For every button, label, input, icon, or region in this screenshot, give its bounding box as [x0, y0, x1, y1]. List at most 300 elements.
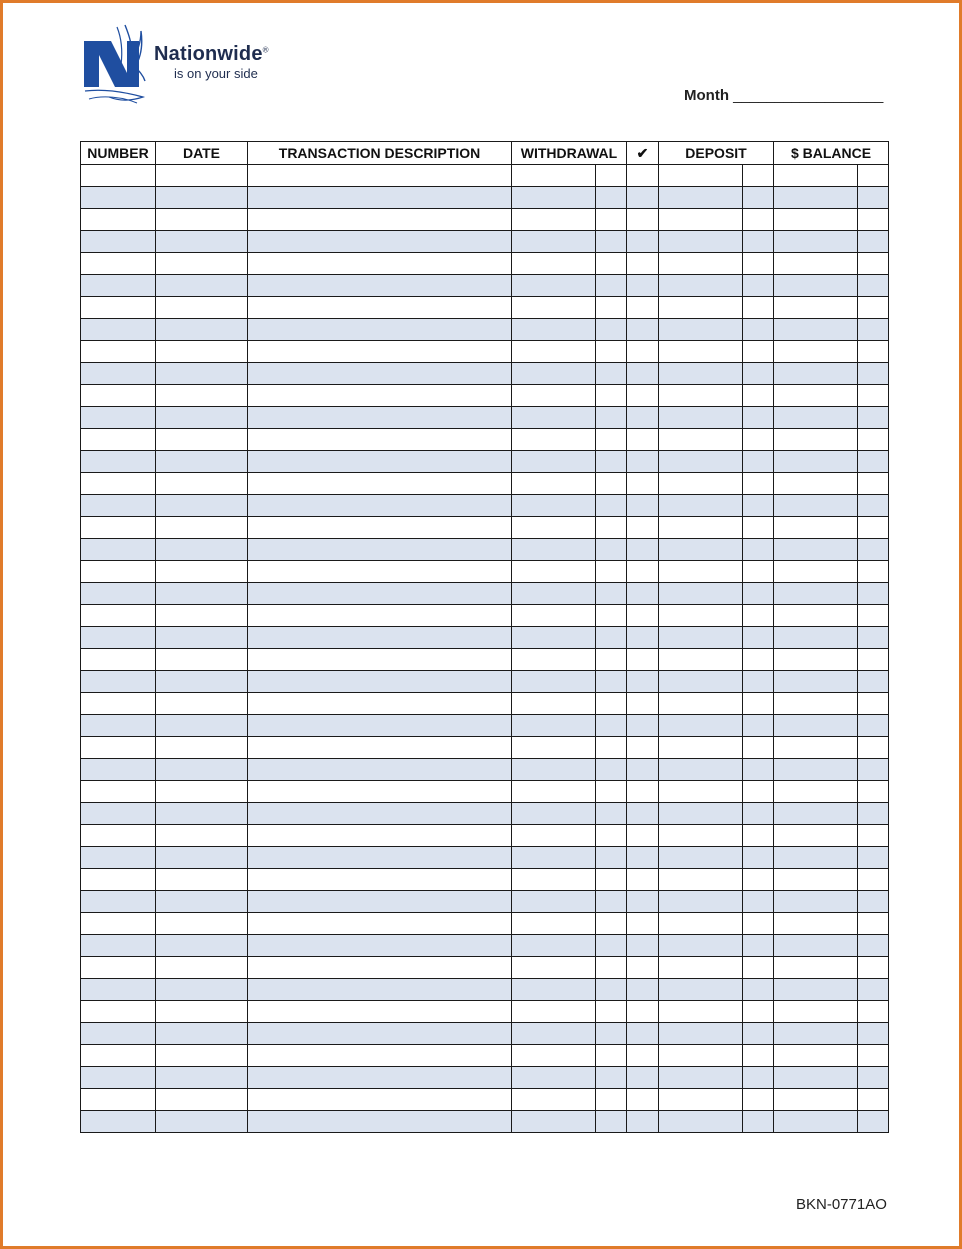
cell-check[interactable] [627, 671, 659, 693]
cell-date[interactable] [156, 605, 248, 627]
cell-deposit-dollars[interactable] [659, 253, 743, 275]
cell-description[interactable] [248, 825, 512, 847]
cell-check[interactable] [627, 913, 659, 935]
cell-description[interactable] [248, 627, 512, 649]
cell-balance-cents[interactable] [858, 583, 889, 605]
cell-withdrawal-cents[interactable] [596, 253, 627, 275]
cell-number[interactable] [81, 363, 156, 385]
cell-deposit-cents[interactable] [743, 253, 774, 275]
cell-balance-dollars[interactable] [774, 209, 858, 231]
cell-balance-dollars[interactable] [774, 407, 858, 429]
cell-balance-cents[interactable] [858, 363, 889, 385]
cell-deposit-dollars[interactable] [659, 627, 743, 649]
cell-date[interactable] [156, 583, 248, 605]
cell-deposit-cents[interactable] [743, 407, 774, 429]
cell-withdrawal-dollars[interactable] [512, 693, 596, 715]
cell-balance-cents[interactable] [858, 715, 889, 737]
cell-check[interactable] [627, 693, 659, 715]
cell-balance-cents[interactable] [858, 561, 889, 583]
cell-description[interactable] [248, 561, 512, 583]
cell-check[interactable] [627, 1023, 659, 1045]
cell-withdrawal-dollars[interactable] [512, 781, 596, 803]
cell-number[interactable] [81, 495, 156, 517]
cell-deposit-dollars[interactable] [659, 341, 743, 363]
cell-deposit-dollars[interactable] [659, 759, 743, 781]
cell-date[interactable] [156, 539, 248, 561]
cell-balance-dollars[interactable] [774, 385, 858, 407]
cell-check[interactable] [627, 539, 659, 561]
cell-deposit-dollars[interactable] [659, 473, 743, 495]
cell-deposit-dollars[interactable] [659, 1045, 743, 1067]
cell-balance-dollars[interactable] [774, 165, 858, 187]
cell-balance-cents[interactable] [858, 407, 889, 429]
cell-check[interactable] [627, 715, 659, 737]
cell-withdrawal-cents[interactable] [596, 979, 627, 1001]
cell-balance-dollars[interactable] [774, 495, 858, 517]
cell-balance-cents[interactable] [858, 473, 889, 495]
cell-description[interactable] [248, 451, 512, 473]
cell-check[interactable] [627, 803, 659, 825]
cell-description[interactable] [248, 297, 512, 319]
cell-number[interactable] [81, 1023, 156, 1045]
cell-date[interactable] [156, 473, 248, 495]
cell-withdrawal-cents[interactable] [596, 1089, 627, 1111]
cell-check[interactable] [627, 1045, 659, 1067]
cell-balance-dollars[interactable] [774, 891, 858, 913]
cell-deposit-cents[interactable] [743, 979, 774, 1001]
cell-description[interactable] [248, 1001, 512, 1023]
cell-balance-cents[interactable] [858, 319, 889, 341]
cell-balance-cents[interactable] [858, 539, 889, 561]
cell-deposit-dollars[interactable] [659, 385, 743, 407]
cell-withdrawal-dollars[interactable] [512, 319, 596, 341]
cell-balance-dollars[interactable] [774, 187, 858, 209]
cell-check[interactable] [627, 385, 659, 407]
cell-deposit-cents[interactable] [743, 1111, 774, 1133]
cell-withdrawal-dollars[interactable] [512, 231, 596, 253]
cell-deposit-dollars[interactable] [659, 847, 743, 869]
cell-check[interactable] [627, 209, 659, 231]
cell-withdrawal-cents[interactable] [596, 1111, 627, 1133]
cell-withdrawal-dollars[interactable] [512, 715, 596, 737]
cell-deposit-cents[interactable] [743, 1001, 774, 1023]
cell-number[interactable] [81, 561, 156, 583]
cell-withdrawal-dollars[interactable] [512, 627, 596, 649]
cell-balance-dollars[interactable] [774, 583, 858, 605]
cell-number[interactable] [81, 693, 156, 715]
cell-number[interactable] [81, 473, 156, 495]
cell-balance-dollars[interactable] [774, 715, 858, 737]
cell-withdrawal-cents[interactable] [596, 671, 627, 693]
cell-withdrawal-cents[interactable] [596, 231, 627, 253]
cell-deposit-cents[interactable] [743, 187, 774, 209]
cell-description[interactable] [248, 1023, 512, 1045]
cell-check[interactable] [627, 407, 659, 429]
cell-date[interactable] [156, 869, 248, 891]
cell-withdrawal-cents[interactable] [596, 363, 627, 385]
cell-deposit-cents[interactable] [743, 319, 774, 341]
cell-number[interactable] [81, 1045, 156, 1067]
cell-description[interactable] [248, 231, 512, 253]
cell-withdrawal-dollars[interactable] [512, 1089, 596, 1111]
cell-balance-dollars[interactable] [774, 1001, 858, 1023]
cell-date[interactable] [156, 1111, 248, 1133]
cell-date[interactable] [156, 693, 248, 715]
cell-date[interactable] [156, 649, 248, 671]
cell-date[interactable] [156, 1089, 248, 1111]
cell-number[interactable] [81, 187, 156, 209]
cell-description[interactable] [248, 913, 512, 935]
cell-number[interactable] [81, 253, 156, 275]
cell-balance-cents[interactable] [858, 891, 889, 913]
cell-description[interactable] [248, 605, 512, 627]
cell-withdrawal-cents[interactable] [596, 781, 627, 803]
cell-description[interactable] [248, 781, 512, 803]
cell-number[interactable] [81, 759, 156, 781]
cell-check[interactable] [627, 649, 659, 671]
cell-withdrawal-cents[interactable] [596, 737, 627, 759]
cell-number[interactable] [81, 605, 156, 627]
cell-check[interactable] [627, 187, 659, 209]
cell-balance-cents[interactable] [858, 649, 889, 671]
cell-withdrawal-cents[interactable] [596, 539, 627, 561]
cell-deposit-dollars[interactable] [659, 275, 743, 297]
cell-balance-dollars[interactable] [774, 231, 858, 253]
cell-check[interactable] [627, 341, 659, 363]
cell-withdrawal-dollars[interactable] [512, 297, 596, 319]
cell-check[interactable] [627, 627, 659, 649]
cell-deposit-cents[interactable] [743, 913, 774, 935]
cell-number[interactable] [81, 539, 156, 561]
cell-date[interactable] [156, 561, 248, 583]
cell-deposit-cents[interactable] [743, 737, 774, 759]
cell-check[interactable] [627, 825, 659, 847]
cell-deposit-cents[interactable] [743, 583, 774, 605]
cell-deposit-dollars[interactable] [659, 319, 743, 341]
cell-deposit-cents[interactable] [743, 1067, 774, 1089]
cell-date[interactable] [156, 429, 248, 451]
cell-check[interactable] [627, 429, 659, 451]
cell-balance-dollars[interactable] [774, 825, 858, 847]
cell-deposit-dollars[interactable] [659, 891, 743, 913]
cell-check[interactable] [627, 495, 659, 517]
cell-withdrawal-dollars[interactable] [512, 275, 596, 297]
cell-deposit-dollars[interactable] [659, 825, 743, 847]
cell-balance-dollars[interactable] [774, 297, 858, 319]
cell-balance-cents[interactable] [858, 209, 889, 231]
cell-withdrawal-cents[interactable] [596, 473, 627, 495]
cell-balance-cents[interactable] [858, 451, 889, 473]
cell-date[interactable] [156, 231, 248, 253]
cell-number[interactable] [81, 803, 156, 825]
cell-check[interactable] [627, 957, 659, 979]
cell-check[interactable] [627, 847, 659, 869]
cell-balance-cents[interactable] [858, 341, 889, 363]
cell-deposit-dollars[interactable] [659, 737, 743, 759]
cell-withdrawal-dollars[interactable] [512, 385, 596, 407]
cell-withdrawal-cents[interactable] [596, 847, 627, 869]
cell-balance-cents[interactable] [858, 935, 889, 957]
cell-withdrawal-dollars[interactable] [512, 979, 596, 1001]
cell-check[interactable] [627, 517, 659, 539]
cell-deposit-dollars[interactable] [659, 693, 743, 715]
cell-deposit-dollars[interactable] [659, 209, 743, 231]
cell-balance-dollars[interactable] [774, 517, 858, 539]
cell-withdrawal-dollars[interactable] [512, 605, 596, 627]
cell-number[interactable] [81, 869, 156, 891]
cell-balance-cents[interactable] [858, 187, 889, 209]
cell-withdrawal-dollars[interactable] [512, 451, 596, 473]
cell-deposit-cents[interactable] [743, 495, 774, 517]
cell-description[interactable] [248, 429, 512, 451]
cell-deposit-dollars[interactable] [659, 1023, 743, 1045]
cell-description[interactable] [248, 319, 512, 341]
cell-check[interactable] [627, 1001, 659, 1023]
cell-withdrawal-cents[interactable] [596, 1045, 627, 1067]
cell-number[interactable] [81, 847, 156, 869]
cell-check[interactable] [627, 759, 659, 781]
cell-balance-dollars[interactable] [774, 737, 858, 759]
cell-date[interactable] [156, 407, 248, 429]
cell-date[interactable] [156, 627, 248, 649]
cell-balance-dollars[interactable] [774, 1111, 858, 1133]
cell-withdrawal-cents[interactable] [596, 165, 627, 187]
cell-deposit-cents[interactable] [743, 781, 774, 803]
cell-withdrawal-cents[interactable] [596, 517, 627, 539]
cell-description[interactable] [248, 209, 512, 231]
cell-number[interactable] [81, 979, 156, 1001]
cell-check[interactable] [627, 561, 659, 583]
cell-number[interactable] [81, 671, 156, 693]
cell-deposit-cents[interactable] [743, 715, 774, 737]
cell-balance-dollars[interactable] [774, 363, 858, 385]
cell-number[interactable] [81, 209, 156, 231]
cell-deposit-dollars[interactable] [659, 803, 743, 825]
cell-description[interactable] [248, 517, 512, 539]
cell-date[interactable] [156, 297, 248, 319]
cell-deposit-dollars[interactable] [659, 1001, 743, 1023]
cell-deposit-cents[interactable] [743, 231, 774, 253]
cell-check[interactable] [627, 891, 659, 913]
cell-balance-dollars[interactable] [774, 671, 858, 693]
cell-balance-cents[interactable] [858, 913, 889, 935]
cell-balance-cents[interactable] [858, 275, 889, 297]
cell-withdrawal-cents[interactable] [596, 341, 627, 363]
cell-balance-dollars[interactable] [774, 781, 858, 803]
cell-balance-cents[interactable] [858, 979, 889, 1001]
cell-withdrawal-dollars[interactable] [512, 165, 596, 187]
cell-deposit-cents[interactable] [743, 385, 774, 407]
cell-deposit-dollars[interactable] [659, 1089, 743, 1111]
cell-check[interactable] [627, 253, 659, 275]
cell-balance-dollars[interactable] [774, 979, 858, 1001]
cell-withdrawal-dollars[interactable] [512, 495, 596, 517]
cell-number[interactable] [81, 165, 156, 187]
cell-balance-dollars[interactable] [774, 803, 858, 825]
cell-check[interactable] [627, 363, 659, 385]
cell-description[interactable] [248, 693, 512, 715]
cell-withdrawal-cents[interactable] [596, 495, 627, 517]
cell-description[interactable] [248, 1067, 512, 1089]
cell-withdrawal-cents[interactable] [596, 583, 627, 605]
cell-date[interactable] [156, 847, 248, 869]
cell-date[interactable] [156, 825, 248, 847]
cell-balance-cents[interactable] [858, 1023, 889, 1045]
cell-date[interactable] [156, 935, 248, 957]
cell-deposit-cents[interactable] [743, 517, 774, 539]
cell-withdrawal-dollars[interactable] [512, 649, 596, 671]
cell-balance-dollars[interactable] [774, 1089, 858, 1111]
cell-balance-cents[interactable] [858, 671, 889, 693]
cell-deposit-dollars[interactable] [659, 1111, 743, 1133]
cell-check[interactable] [627, 737, 659, 759]
cell-check[interactable] [627, 231, 659, 253]
cell-number[interactable] [81, 407, 156, 429]
cell-balance-dollars[interactable] [774, 561, 858, 583]
cell-deposit-cents[interactable] [743, 759, 774, 781]
cell-deposit-dollars[interactable] [659, 539, 743, 561]
cell-withdrawal-cents[interactable] [596, 209, 627, 231]
cell-withdrawal-dollars[interactable] [512, 1001, 596, 1023]
cell-date[interactable] [156, 363, 248, 385]
cell-number[interactable] [81, 825, 156, 847]
cell-number[interactable] [81, 1067, 156, 1089]
cell-deposit-cents[interactable] [743, 363, 774, 385]
cell-deposit-cents[interactable] [743, 649, 774, 671]
cell-deposit-dollars[interactable] [659, 979, 743, 1001]
cell-withdrawal-dollars[interactable] [512, 957, 596, 979]
cell-withdrawal-dollars[interactable] [512, 363, 596, 385]
cell-number[interactable] [81, 429, 156, 451]
cell-date[interactable] [156, 165, 248, 187]
cell-deposit-cents[interactable] [743, 803, 774, 825]
cell-withdrawal-dollars[interactable] [512, 473, 596, 495]
cell-withdrawal-dollars[interactable] [512, 341, 596, 363]
cell-withdrawal-cents[interactable] [596, 319, 627, 341]
cell-deposit-cents[interactable] [743, 561, 774, 583]
cell-withdrawal-cents[interactable] [596, 1001, 627, 1023]
cell-balance-dollars[interactable] [774, 253, 858, 275]
cell-check[interactable] [627, 979, 659, 1001]
cell-deposit-dollars[interactable] [659, 187, 743, 209]
cell-date[interactable] [156, 715, 248, 737]
cell-balance-cents[interactable] [858, 1045, 889, 1067]
cell-deposit-cents[interactable] [743, 1089, 774, 1111]
cell-deposit-cents[interactable] [743, 605, 774, 627]
cell-balance-cents[interactable] [858, 737, 889, 759]
cell-deposit-dollars[interactable] [659, 231, 743, 253]
cell-check[interactable] [627, 1067, 659, 1089]
cell-balance-dollars[interactable] [774, 759, 858, 781]
cell-withdrawal-dollars[interactable] [512, 1111, 596, 1133]
cell-deposit-cents[interactable] [743, 297, 774, 319]
cell-deposit-dollars[interactable] [659, 649, 743, 671]
cell-balance-cents[interactable] [858, 869, 889, 891]
cell-balance-cents[interactable] [858, 1001, 889, 1023]
cell-deposit-cents[interactable] [743, 627, 774, 649]
cell-number[interactable] [81, 649, 156, 671]
cell-date[interactable] [156, 1045, 248, 1067]
cell-deposit-cents[interactable] [743, 1023, 774, 1045]
cell-date[interactable] [156, 209, 248, 231]
cell-description[interactable] [248, 253, 512, 275]
cell-date[interactable] [156, 385, 248, 407]
cell-withdrawal-dollars[interactable] [512, 671, 596, 693]
cell-deposit-cents[interactable] [743, 429, 774, 451]
cell-description[interactable] [248, 165, 512, 187]
cell-date[interactable] [156, 275, 248, 297]
cell-date[interactable] [156, 253, 248, 275]
cell-check[interactable] [627, 869, 659, 891]
cell-number[interactable] [81, 1001, 156, 1023]
cell-withdrawal-dollars[interactable] [512, 759, 596, 781]
cell-withdrawal-cents[interactable] [596, 275, 627, 297]
cell-description[interactable] [248, 1111, 512, 1133]
cell-withdrawal-cents[interactable] [596, 869, 627, 891]
cell-balance-dollars[interactable] [774, 451, 858, 473]
cell-description[interactable] [248, 473, 512, 495]
cell-withdrawal-cents[interactable] [596, 297, 627, 319]
cell-description[interactable] [248, 187, 512, 209]
cell-description[interactable] [248, 363, 512, 385]
cell-deposit-dollars[interactable] [659, 583, 743, 605]
cell-date[interactable] [156, 913, 248, 935]
cell-balance-cents[interactable] [858, 165, 889, 187]
cell-description[interactable] [248, 583, 512, 605]
cell-description[interactable] [248, 495, 512, 517]
cell-number[interactable] [81, 957, 156, 979]
cell-deposit-cents[interactable] [743, 891, 774, 913]
cell-check[interactable] [627, 473, 659, 495]
cell-date[interactable] [156, 781, 248, 803]
cell-deposit-dollars[interactable] [659, 781, 743, 803]
cell-date[interactable] [156, 671, 248, 693]
cell-withdrawal-cents[interactable] [596, 385, 627, 407]
cell-withdrawal-cents[interactable] [596, 891, 627, 913]
cell-number[interactable] [81, 715, 156, 737]
cell-description[interactable] [248, 539, 512, 561]
cell-balance-cents[interactable] [858, 627, 889, 649]
cell-balance-dollars[interactable] [774, 847, 858, 869]
cell-description[interactable] [248, 979, 512, 1001]
cell-number[interactable] [81, 781, 156, 803]
cell-number[interactable] [81, 627, 156, 649]
cell-deposit-dollars[interactable] [659, 715, 743, 737]
cell-deposit-dollars[interactable] [659, 363, 743, 385]
cell-deposit-cents[interactable] [743, 847, 774, 869]
cell-number[interactable] [81, 737, 156, 759]
cell-withdrawal-cents[interactable] [596, 715, 627, 737]
cell-balance-dollars[interactable] [774, 429, 858, 451]
cell-number[interactable] [81, 1111, 156, 1133]
cell-deposit-cents[interactable] [743, 671, 774, 693]
cell-balance-dollars[interactable] [774, 1045, 858, 1067]
cell-deposit-dollars[interactable] [659, 605, 743, 627]
cell-deposit-dollars[interactable] [659, 869, 743, 891]
cell-withdrawal-cents[interactable] [596, 957, 627, 979]
cell-deposit-dollars[interactable] [659, 671, 743, 693]
cell-withdrawal-cents[interactable] [596, 803, 627, 825]
cell-check[interactable] [627, 583, 659, 605]
cell-withdrawal-dollars[interactable] [512, 1023, 596, 1045]
cell-description[interactable] [248, 671, 512, 693]
cell-description[interactable] [248, 1045, 512, 1067]
cell-description[interactable] [248, 341, 512, 363]
cell-description[interactable] [248, 847, 512, 869]
cell-withdrawal-cents[interactable] [596, 605, 627, 627]
cell-withdrawal-cents[interactable] [596, 913, 627, 935]
cell-withdrawal-cents[interactable] [596, 825, 627, 847]
